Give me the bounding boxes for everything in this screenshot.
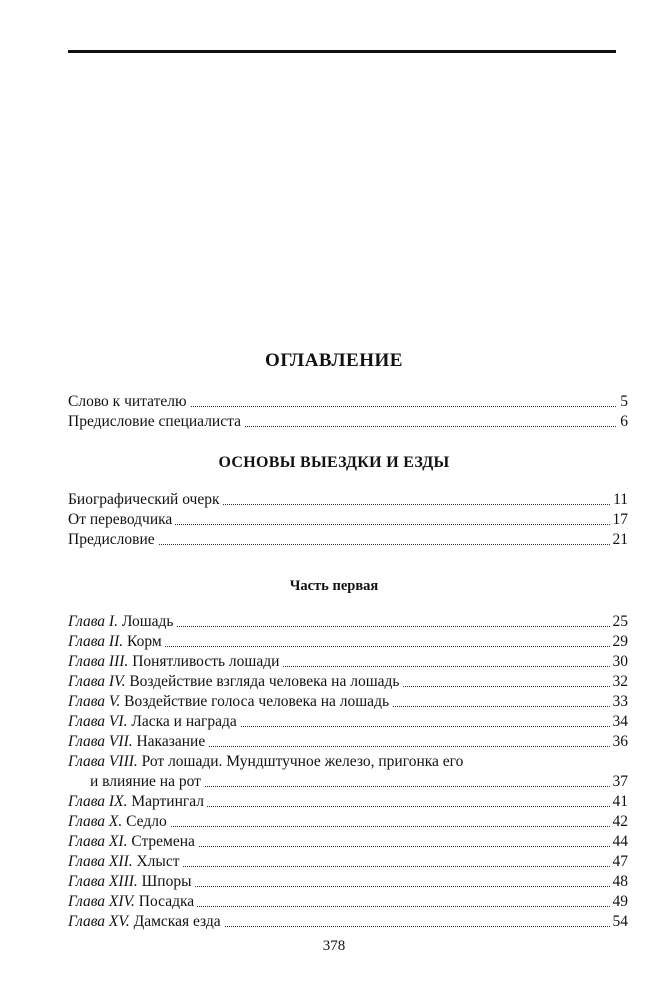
entry-heading <box>68 792 207 812</box>
entry-title: Посадка <box>138 893 195 910</box>
entry-page: 34 <box>610 712 629 732</box>
entry-heading <box>68 832 198 852</box>
entry-page: 48 <box>610 872 629 892</box>
chapter-entry[interactable] <box>68 652 628 672</box>
entry-page: 32 <box>610 672 629 692</box>
chapter-number: Глава XI. <box>68 833 128 850</box>
entry-heading <box>68 712 240 732</box>
chapter-entry[interactable] <box>68 872 628 892</box>
toc-title: ОГЛАВЛЕНИЕ <box>265 350 403 371</box>
entry-page: 33 <box>610 692 629 712</box>
chapter-number: Глава XIV. <box>68 893 135 910</box>
chapter-number: Глава III. <box>68 653 129 670</box>
entry-title: Понятливость лошади <box>132 653 280 670</box>
entry-heading <box>68 632 165 652</box>
entry-page: 25 <box>610 612 629 632</box>
entry-title: Ласка и награда <box>131 713 237 730</box>
entry-heading <box>68 812 170 832</box>
entry-heading <box>68 872 195 892</box>
entry-page: 47 <box>610 852 629 872</box>
entry-title: Лошадь <box>121 613 174 630</box>
entry-title: Наказание <box>136 733 206 750</box>
entry-page: 11 <box>610 490 628 510</box>
entry-heading <box>68 692 392 712</box>
entry-page: 44 <box>610 832 629 852</box>
entry-page: 54 <box>610 912 629 932</box>
chapter-number: Глава XII. <box>68 853 133 870</box>
entry-title-line1 <box>68 752 463 772</box>
entry-title: Воздействие голоса человека на лошадь <box>124 693 390 710</box>
page-number: 378 <box>322 938 346 954</box>
entry-heading <box>68 732 208 752</box>
section-title: ОСНОВЫ ВЫЕЗДКИ И ЕЗДЫ <box>218 454 450 471</box>
chapter-entry[interactable] <box>68 852 628 872</box>
chapter-entry[interactable] <box>68 672 628 692</box>
chapter-number: Глава IV. <box>68 673 126 690</box>
entry-heading <box>68 892 197 912</box>
entry-title: Биографический очерк <box>68 490 223 510</box>
entry-title: Предисловие специалиста <box>68 412 244 432</box>
entry-heading <box>68 672 402 692</box>
entry-page: 49 <box>610 892 629 912</box>
toc-entry[interactable] <box>68 530 628 550</box>
toc-entry[interactable] <box>68 392 628 412</box>
toc-entry[interactable] <box>68 412 628 432</box>
entry-title: Корм <box>127 633 162 650</box>
chapter-number: Глава II. <box>68 633 124 650</box>
chapter-entry[interactable] <box>68 612 628 632</box>
chapter-entry[interactable] <box>68 812 628 832</box>
entry-page: 29 <box>610 632 629 652</box>
toc-entry[interactable] <box>68 510 628 530</box>
entry-page: 5 <box>617 392 628 412</box>
chapter-number: Глава I. <box>68 613 118 630</box>
top-rule <box>68 50 616 53</box>
chapter-entry[interactable] <box>68 832 628 852</box>
chapter-entry[interactable] <box>68 912 628 932</box>
chapter-entry[interactable] <box>68 732 628 752</box>
toc-entry[interactable] <box>68 490 628 510</box>
entry-page: 17 <box>610 510 629 530</box>
entry-title: Рот лошади. Мундштучное железо, пригонка его <box>141 753 464 770</box>
entry-title: Шпоры <box>141 873 192 890</box>
entry-page: 36 <box>610 732 629 752</box>
entry-title-line2: и влияние на рот <box>90 772 204 792</box>
entry-title: Седло <box>126 813 167 830</box>
entry-page: 6 <box>617 412 628 432</box>
entry-title: Воздействие взгляда человека на лошадь <box>129 673 400 690</box>
chapter-number: Глава VIII. <box>68 753 138 770</box>
entry-page: 21 <box>610 530 629 550</box>
intro-toc-list <box>68 392 628 432</box>
chapter-number: Глава VI. <box>68 713 128 730</box>
entry-title: Стремена <box>131 833 195 850</box>
entry-heading <box>68 912 224 932</box>
chapter-number: Глава XV. <box>68 913 130 930</box>
entry-title: Хлыст <box>136 853 180 870</box>
chapter-entry[interactable] <box>68 692 628 712</box>
entry-title: Мартингал <box>131 793 205 810</box>
entry-page: 42 <box>610 812 629 832</box>
entry-page: 41 <box>610 792 629 812</box>
chapter-number: Глава XIII. <box>68 873 138 890</box>
chapter-toc-list <box>68 612 628 932</box>
entry-title: Дамская езда <box>133 913 221 930</box>
entry-heading <box>68 852 182 872</box>
entry-title: Слово к читателю <box>68 392 190 412</box>
part-title: Часть первая <box>289 578 379 594</box>
chapter-number: Глава VII. <box>68 733 133 750</box>
entry-page: 30 <box>610 652 629 672</box>
chapter-entry[interactable] <box>68 632 628 652</box>
chapter-number: Глава X. <box>68 813 123 830</box>
section-toc-list <box>68 490 628 550</box>
entry-heading <box>68 612 177 632</box>
chapter-number: Глава V. <box>68 693 121 710</box>
chapter-entry[interactable] <box>68 752 628 792</box>
entry-page: 37 <box>610 772 629 792</box>
entry-title: Предисловие <box>68 530 158 550</box>
chapter-entry[interactable] <box>68 892 628 912</box>
chapter-entry[interactable] <box>68 712 628 732</box>
entry-title: От переводчика <box>68 510 175 530</box>
chapter-entry[interactable] <box>68 792 628 812</box>
chapter-number: Глава IX. <box>68 793 128 810</box>
entry-heading <box>68 652 282 672</box>
